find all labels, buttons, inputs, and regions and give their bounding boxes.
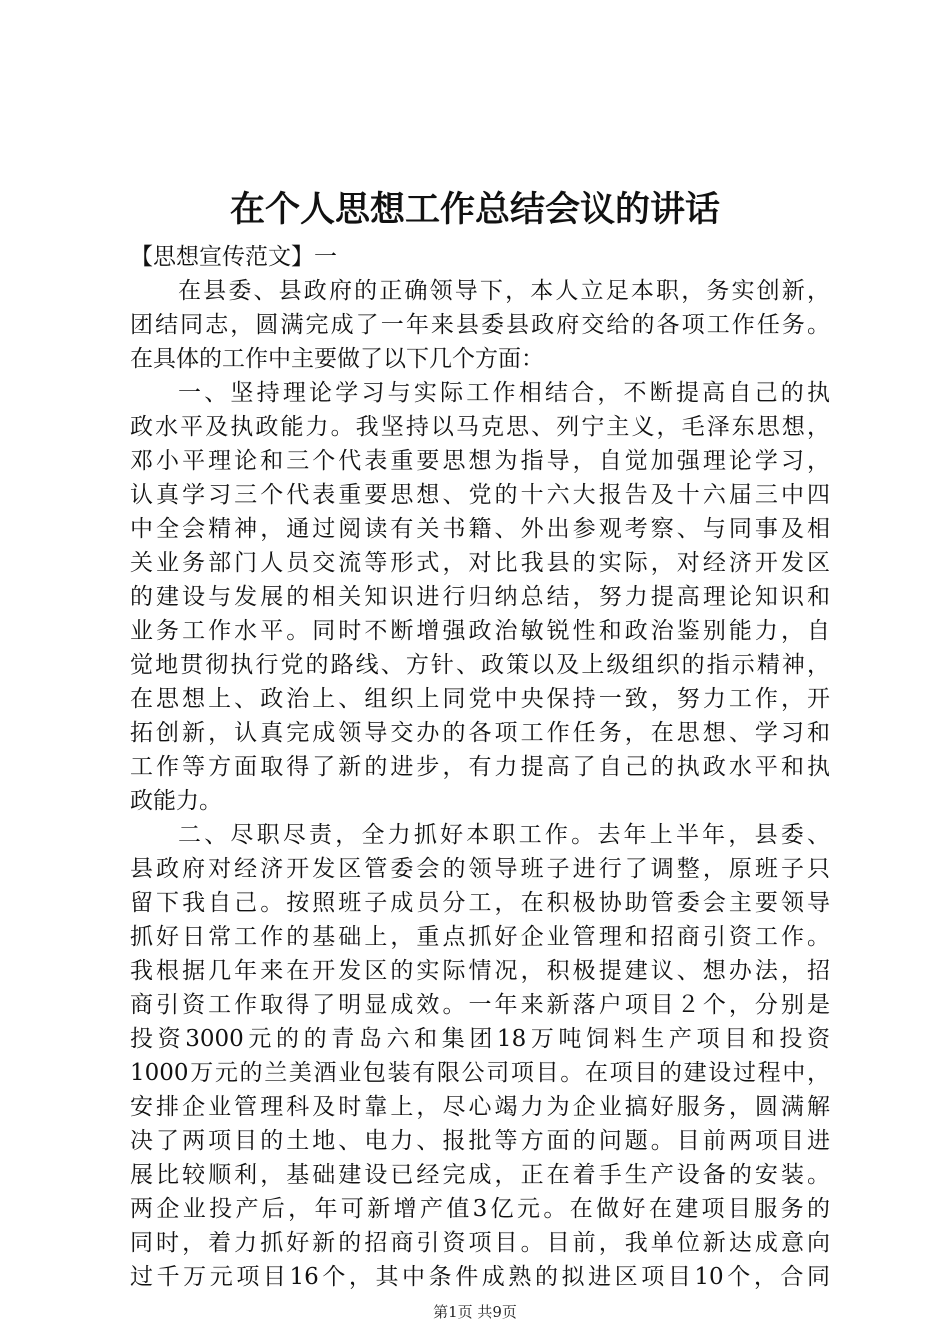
- text-line: 投资3000元的的青岛六和集团18万吨饲料生产项目和投资: [130, 1026, 830, 1052]
- text-line: 两企业投产后，年可新增产值3亿元。在做好在建项目服务的: [130, 1196, 830, 1222]
- document-title: 在个人思想工作总结会议的讲话: [229, 189, 720, 230]
- text-line: 认真学习三个代表重要思想、党的十六大报告及十六届三中四: [130, 482, 830, 508]
- text-line: 过千万元项目16个，其中条件成熟的拟进区项目10个，合同: [130, 1264, 830, 1290]
- text-line: 一、坚持理论学习与实际工作相结合，不断提高自己的执: [178, 380, 830, 406]
- text-line: 县政府对经济开发区管委会的领导班子进行了调整，原班子只: [130, 856, 830, 882]
- text-line: 展比较顺利，基础建设已经完成，正在着手生产设备的安装。: [130, 1162, 830, 1188]
- text-line: 同时，着力抓好新的招商引资项目。目前，我单位新达成意向: [130, 1230, 830, 1256]
- text-line: 关业务部门人员交流等形式，对比我县的实际，对经济开发区: [130, 550, 830, 576]
- text-line: 决了两项目的土地、电力、报批等方面的问题。目前两项目进: [130, 1128, 830, 1154]
- text-line: 商引资工作取得了明显成效。一年来新落户项目２个，分别是: [130, 992, 830, 1018]
- text-line: 的建设与发展的相关知识进行归纳总结，努力提高理论知识和: [130, 584, 830, 610]
- text-line: 二、尽职尽责，全力抓好本职工作。去年上半年，县委、: [178, 822, 830, 848]
- text-line: 在具体的工作中主要做了以下几个方面：: [130, 346, 544, 372]
- page-footer: 第1页 共9页: [433, 1303, 517, 1321]
- text-line: 在思想上、政治上、组织上同党中央保持一致，努力工作，开: [130, 686, 830, 712]
- text-line: 业务工作水平。同时不断增强政治敏锐性和政治鉴别能力，自: [130, 618, 830, 644]
- text-line: 政能力。: [130, 788, 222, 814]
- text-line: 1000万元的兰美酒业包装有限公司项目。在项目的建设过程中，: [130, 1060, 830, 1086]
- text-line: 我根据几年来在开发区的实际情况，积极提建议、想办法，招: [130, 958, 830, 984]
- text-line: 邓小平理论和三个代表重要思想为指导，自觉加强理论学习，: [130, 448, 830, 474]
- text-line: 拓创新，认真完成领导交办的各项工作任务，在思想、学习和: [130, 720, 830, 746]
- text-line: 安排企业管理科及时靠上，尽心竭力为企业搞好服务，圆满解: [130, 1094, 830, 1120]
- text-line: 【思想宣传范文】一: [130, 244, 337, 270]
- text-line: 中全会精神，通过阅读有关书籍、外出参观考察、与同事及相: [130, 516, 830, 542]
- text-line: 团结同志，圆满完成了一年来县委县政府交给的各项工作任务。: [130, 312, 830, 338]
- text-line: 觉地贯彻执行党的路线、方针、政策以及上级组织的指示精神，: [130, 652, 830, 678]
- text-line: 留下我自己。按照班子成员分工，在积极协助管委会主要领导: [130, 890, 830, 916]
- text-line: 工作等方面取得了新的进步，有力提高了自己的执政水平和执: [130, 754, 830, 780]
- text-line: 政水平及执政能力。我坚持以马克思、列宁主义，毛泽东思想，: [130, 414, 830, 440]
- text-line: 抓好日常工作的基础上，重点抓好企业管理和招商引资工作。: [130, 924, 830, 950]
- text-line: 在县委、县政府的正确领导下，本人立足本职，务实创新，: [178, 278, 830, 304]
- document-body: [130, 240, 830, 1294]
